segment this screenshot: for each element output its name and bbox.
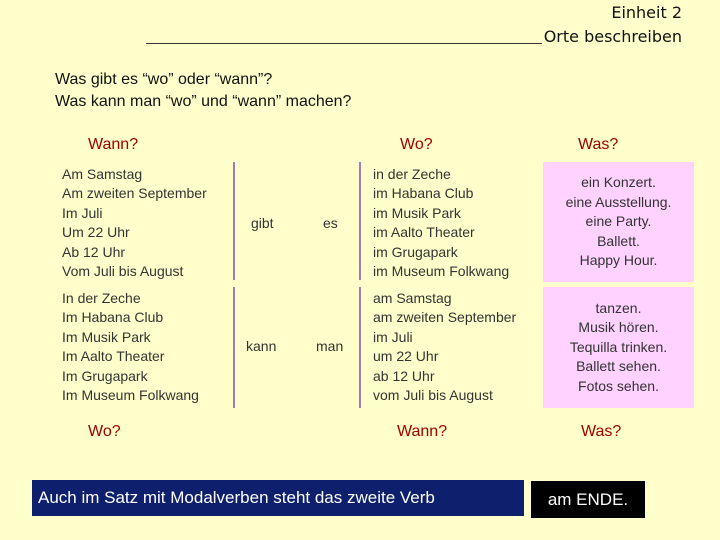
list-item: im Grugapark (373, 243, 458, 260)
ende-banner (531, 481, 645, 518)
ende-text: am ENDE. (547, 489, 629, 509)
rule-banner (32, 480, 524, 516)
unit-label: Einheit 2 (611, 3, 682, 22)
list-item: im Museum Folkwang (373, 263, 510, 280)
list-item: Ballett. (597, 232, 640, 249)
row1-what-cell (543, 162, 694, 282)
list-item: um 22 Uhr (373, 348, 439, 365)
list-item: Im Aalto Theater (62, 348, 165, 365)
question-line-2: Was kann man “wo” und “wann” machen? (55, 93, 352, 110)
list-item: Im Juli (62, 204, 103, 221)
list-item: Im Habana Club (62, 309, 164, 326)
header-wann-bottom: Wann? (397, 423, 448, 440)
list-item: vom Juli bis August (373, 387, 493, 404)
row1-time-list (62, 165, 207, 281)
list-item: Im Musik Park (62, 328, 151, 345)
list-item: Um 22 Uhr (62, 224, 130, 241)
page-title: Orte beschreiben (543, 27, 682, 46)
list-item: am zweiten September (373, 309, 517, 326)
row2-verb: kann (246, 338, 277, 354)
header-wo-top: Wo? (400, 136, 433, 153)
list-item: in der Zeche (373, 166, 451, 182)
divider-left-row2 (233, 287, 235, 408)
divider-right-row1 (359, 162, 361, 280)
list-item: im Musik Park (373, 204, 461, 221)
list-item: Ab 12 Uhr (62, 243, 126, 260)
list-item: Musik hören. (578, 319, 659, 336)
title-underline (146, 43, 542, 44)
list-item: ein Konzert. (581, 174, 656, 191)
list-item: Fotos sehen. (578, 377, 659, 394)
list-item: ab 12 Uhr (373, 367, 435, 384)
list-item: im Juli (373, 328, 413, 345)
list-item: Vom Juli bis August (62, 263, 184, 280)
list-item: im Aalto Theater (373, 224, 475, 241)
rule-text: Auch im Satz mit Modalverben steht das zweite Verb (38, 488, 435, 507)
list-item: im Habana Club (373, 185, 474, 202)
list-item: Am Samstag (62, 166, 143, 182)
list-item: Tequilla trinken. (569, 338, 668, 355)
list-item: Ballett sehen. (576, 358, 661, 375)
list-item: tanzen. (595, 299, 642, 316)
list-item: Happy Hour. (579, 252, 658, 269)
list-item: am Samstag (373, 290, 452, 306)
list-item: Im Grugapark (62, 367, 148, 384)
list-item: Am zweiten September (62, 185, 207, 202)
header-was-bottom: Was? (581, 423, 622, 440)
list-item: eine Ausstellung. (565, 193, 672, 210)
divider-right-row2 (359, 287, 361, 408)
list-item: eine Party. (585, 213, 652, 230)
row2-what-cell (543, 287, 694, 408)
header-wann-top: Wann? (88, 136, 139, 153)
row1-verb: gibt (251, 215, 274, 231)
row1-place-list (373, 165, 509, 281)
list-item: Im Museum Folkwang (62, 387, 199, 404)
row2-subject: man (316, 338, 344, 354)
row1-subject: es (323, 215, 338, 231)
row2-time-list (373, 289, 516, 405)
divider-left-row1 (233, 162, 235, 280)
question-line-1: Was gibt es “wo” oder “wann”? (55, 71, 273, 88)
list-item: In der Zeche (62, 290, 141, 306)
row2-place-list (62, 289, 199, 405)
header-was-top: Was? (578, 136, 619, 153)
header-wo-bottom: Wo? (88, 423, 121, 440)
